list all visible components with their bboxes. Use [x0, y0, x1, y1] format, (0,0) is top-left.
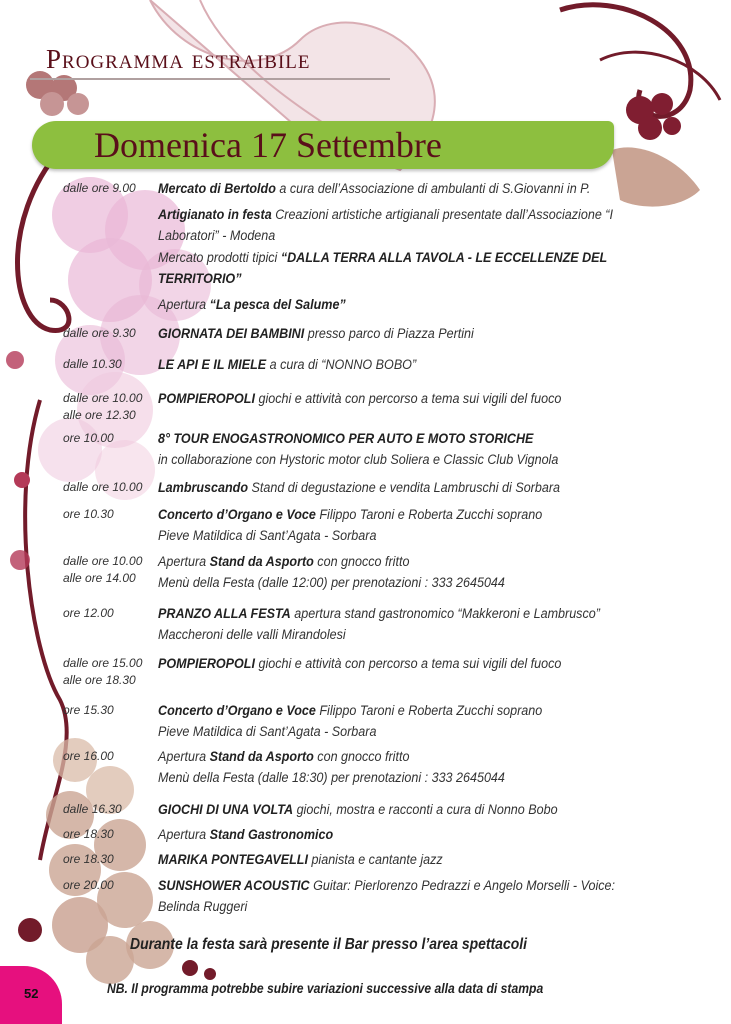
event-text: Apertura — [158, 297, 210, 312]
event-text: Guitar: Pierlorenzo Pedrazzi e Angelo Morselli - Voice: Belinda Ruggeri — [158, 878, 616, 914]
event-text: Stand di degustazione e vendita Lambruschi di Sorbara — [248, 480, 560, 495]
disclaimer-note: NB. Il programma potrebbe subire variazioni successive alla data di stampa — [107, 981, 544, 996]
event-time: dalle ore 9.30 — [63, 326, 136, 340]
event-title: Artigianato in festa — [158, 207, 272, 222]
event-time: dalle ore 10.00 — [63, 480, 143, 494]
event-time: ore 16.00 — [63, 749, 114, 763]
event-title: SUNSHOWER ACOUSTIC — [158, 878, 310, 893]
event-time: dalle 16.30 — [63, 802, 122, 816]
event-description — [158, 294, 623, 315]
event-time: dalle ore 15.00 alle ore 18.30 — [63, 656, 143, 687]
event-text: Apertura — [158, 827, 210, 842]
event-text: Apertura — [158, 554, 210, 569]
event-title: MARIKA PONTEGAVELLI — [158, 852, 308, 867]
event-time: dalle ore 10.00 alle ore 12.30 — [63, 391, 143, 422]
event-description — [158, 247, 623, 289]
event-text: giochi, mostra e racconti a cura di Nonno Bobo — [293, 802, 558, 817]
event-description — [158, 178, 623, 199]
event-title: “DALLA TERRA ALLA TAVOLA - LE ECCELLENZE DEL TERRITORIO” — [158, 250, 608, 286]
event-description — [158, 875, 623, 917]
event-title: Stand da Asporto — [209, 749, 314, 764]
event-time: dalle ore 10.00 alle ore 14.00 — [63, 554, 143, 585]
event-description — [158, 799, 623, 820]
event-description — [158, 551, 623, 593]
event-description — [158, 428, 623, 470]
event-description — [158, 603, 623, 645]
event-description — [158, 504, 623, 546]
event-time: ore 10.30 — [63, 507, 114, 521]
event-time: ore 18.30 — [63, 852, 114, 866]
event-time: dalle ore 9.00 — [63, 181, 136, 195]
event-time: ore 18.30 — [63, 827, 114, 841]
event-description — [158, 354, 623, 375]
event-title: GIOCHI DI UNA VOLTA — [158, 802, 294, 817]
date-heading: Domenica 17 Settembre — [94, 125, 442, 165]
event-description — [158, 849, 623, 870]
event-title: Mercato di Bertoldo — [158, 181, 276, 196]
page-number: 52 — [24, 986, 39, 1001]
title-underline — [30, 78, 390, 80]
event-time: ore 20.00 — [63, 878, 114, 892]
event-text: con gnocco fritto Menù della Festa (dalle 18:30) per prenotazioni : 333 2645044 — [158, 749, 505, 785]
event-text: pianista e cantante jazz — [307, 852, 443, 867]
event-text: Filippo Taroni e Roberta Zucchi soprano Pieve Matildica di Sant’Agata - Sorbara — [158, 507, 543, 543]
event-text: apertura stand gastronomico “Makkeroni e Lambrusco” Maccheroni delle valli Mirandolesi — [158, 606, 600, 642]
event-description — [158, 388, 623, 409]
event-description — [158, 323, 623, 344]
event-text: Apertura — [158, 749, 210, 764]
event-description — [158, 824, 623, 845]
event-description — [158, 700, 623, 742]
event-time: dalle 10.30 — [63, 357, 122, 371]
event-text: in collaborazione con Hystoric motor club Soliera e Classic Club Vignola — [158, 452, 559, 467]
event-text: Creazioni artistiche artigianali presentate dall’Associazione “I Laboratori” - Modena — [158, 207, 613, 243]
event-text: Mercato prodotti tipici — [158, 250, 281, 265]
event-text: presso parco di Piazza Pertini — [304, 326, 474, 341]
event-title: Concerto d’Organo e Voce — [158, 703, 316, 718]
event-title: Concerto d’Organo e Voce — [158, 507, 316, 522]
event-title: PRANZO ALLA FESTA — [158, 606, 291, 621]
event-title: “La pesca del Salume” — [209, 297, 346, 312]
event-text: a cura dell’Associazione di ambulanti di S.Giovanni in P. — [275, 181, 591, 196]
event-title: Stand da Asporto — [209, 554, 314, 569]
event-title: Stand Gastronomico — [209, 827, 334, 842]
event-description — [158, 653, 623, 674]
event-time: ore 12.00 — [63, 606, 114, 620]
event-description — [158, 746, 623, 788]
event-text: a cura di “NONNO BOBO” — [266, 357, 417, 372]
section-title: Programma estraibile — [46, 44, 311, 74]
event-title: 8° TOUR ENOGASTRONOMICO PER AUTO E MOTO STORICHE — [158, 431, 534, 446]
event-title: POMPIEROPOLI — [158, 391, 255, 406]
event-text: giochi e attività con percorso a tema sui vigili del fuoco — [254, 656, 562, 671]
event-description — [158, 477, 623, 498]
bar-note: Durante la festa sarà presente il Bar presso l’area spettacoli — [130, 936, 527, 953]
event-title: POMPIEROPOLI — [158, 656, 255, 671]
event-title: Lambruscando — [158, 480, 249, 495]
event-text: con gnocco fritto Menù della Festa (dalle 12:00) per prenotazioni : 333 2645044 — [158, 554, 505, 590]
event-time: ore 10.00 — [63, 431, 114, 445]
event-time: ore 15.30 — [63, 703, 114, 717]
event-title: GIORNATA DEI BAMBINI — [158, 326, 305, 341]
event-description — [158, 204, 623, 246]
event-text: Filippo Taroni e Roberta Zucchi soprano Pieve Matildica di Sant’Agata - Sorbara — [158, 703, 543, 739]
event-title: LE API E IL MIELE — [158, 357, 267, 372]
event-text: giochi e attività con percorso a tema sui vigili del fuoco — [254, 391, 562, 406]
